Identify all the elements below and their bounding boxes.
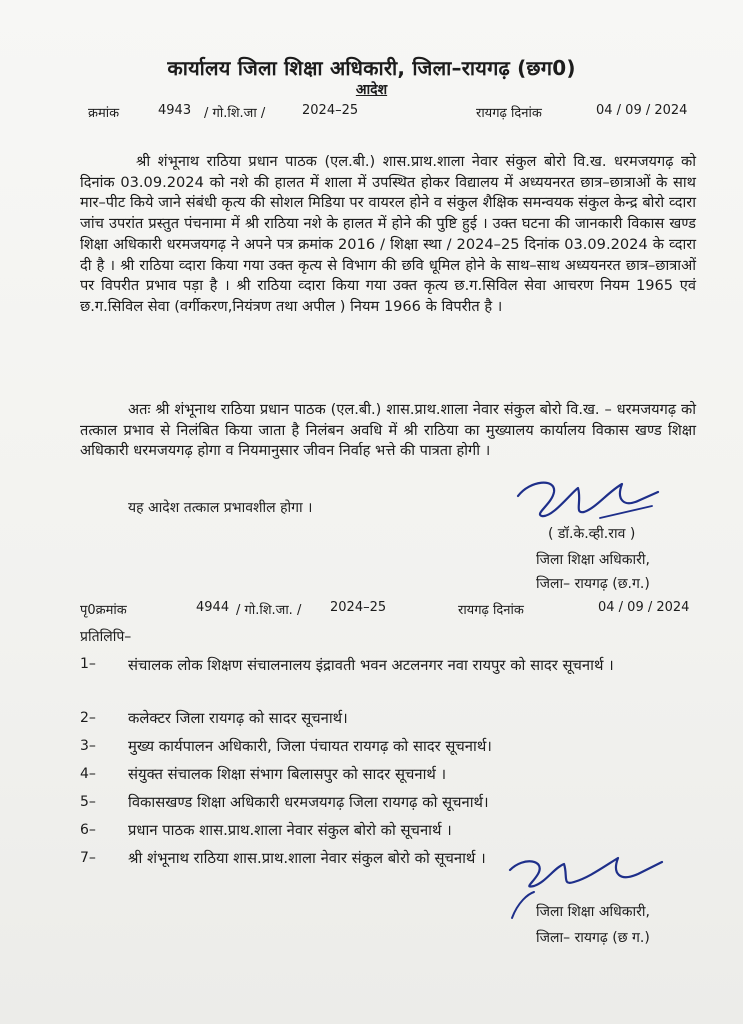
office-title: कार्यालय जिला शिक्षा अधिकारी, जिला–रायगढ़ (छग0) <box>167 56 576 80</box>
copy-item-text: प्रधान पाठक शास.प्राथ.शाला नेवार संकुल बोरो को सूचनार्थ । <box>128 822 452 839</box>
copy-item-number: 7– <box>80 850 96 866</box>
endorsement-code: / गो.शि.जा. / <box>236 603 302 618</box>
paragraph-1 <box>80 152 696 318</box>
copy-item-text: संयुक्त संचालक शिक्षा संभाग बिलासपुर को सादर सूचनार्थ । <box>128 766 447 783</box>
copy-item-text: विकासखण्ड शिक्षा अधिकारी धरमजयगढ़ जिला रायगढ़ को सूचनार्थ। <box>128 794 489 811</box>
copy-item-text: श्री शंभूनाथ राठिया शास.प्राथ.शाला नेवार संकुल बोरो को सूचनार्थ । <box>128 850 486 867</box>
paragraph-2 <box>80 400 696 462</box>
paragraph-1-text: श्री शंभूनाथ राठिया प्रधान पाठक (एल.बी.) शास.प्राथ.शाला नेवार संकुल बोरो वि.ख. धरमजयगढ़ को दिनांक 03.09.2024 को नशे की हालत में शाला में उपस्थित होकर विद्यालय में अध्ययनरत छात्र–छात्राओं के साथ मार–पीट किये जाने संबंधी कृत्य की सोशल मिडिया पर वायरल होने व संकुल शैक्षिक समन्वयक संकुल केन्द्र बोरो व्दारा जांच उपरांत प्रस्तुत पंचनामा में श्री राठिया नशे के हालत में होने की पुष्टि हुई । उक्त घटना की जानकारी विकास खण्ड शिक्षा अधिकारी धरमजयगढ़ ने अपने पत्र क्रमांक 2016 / शिक्षा स्था / 2024–25 दिनांक 03.09.2024 के व्दारा दी है । श्री राठिया व्दारा किया गया उक्त कृत्य से विभाग की छवि धूमिल होने के साथ–साथ अध्ययनरत छात्र–छात्राओं पर विपरीत प्रभाव पड़ा है । श्री राठिया व्दारा किया गया उक्त कृत्य छ.ग.सिविल सेवा आचरण नियम 1965 एवं छ.ग.सिविल सेवा (वर्गीकरण,नियंत्रण तथा अपील ) नियम 1966 के विपरीत है । <box>80 153 696 315</box>
paragraph-2-text: अतः श्री शंभूनाथ राठिया प्रधान पाठक (एल.बी.) शास.प्राथ.शाला नेवार संकुल बोरो वि.ख. – धरमजयगढ़ को तत्काल प्रभाव से निलंबित किया जाता है निलंबन अवधि में श्री राठिया का मुख्यालय कार्यालय विकास खण्ड शिक्षा अधिकारी धरमजयगढ़ होगा व नियमानुसार जीवन निर्वाह भत्ते की पात्रता होगी । <box>80 401 696 460</box>
signatory-designation: जिला शिक्षा अधिकारी, <box>536 552 650 568</box>
copy-item-number: 1– <box>80 656 96 672</box>
order-place-date-label: रायगढ़ दिनांक <box>476 106 542 121</box>
copy-item-number: 6– <box>80 822 96 838</box>
closing-line: यह आदेश तत्काल प्रभावशील होगा । <box>128 500 313 516</box>
copy-item-text: संचालक लोक शिक्षण संचालनालय इंद्रावती भवन अटलनगर नवा रायपुर को सादर सूचनार्थ । <box>128 657 614 674</box>
endorsement-date: 04 / 09 / 2024 <box>598 600 690 615</box>
copy-item-text: मुख्य कार्यपालन अधिकारी, जिला पंचायत रायगढ़ को सादर सूचनार्थ। <box>128 738 492 755</box>
signatory-place: जिला– रायगढ़ (छ.ग.) <box>536 576 650 592</box>
order-number: 4943 <box>158 103 192 118</box>
endorsement-session: 2024–25 <box>330 600 387 615</box>
signatory-name: ( डॉ.के.व्ही.राव ) <box>548 526 636 542</box>
copy-to-heading: प्रतिलिपि– <box>80 629 132 645</box>
copy-item-number: 4– <box>80 766 96 782</box>
order-code: / गो.शि.जा / <box>204 106 266 121</box>
endorsement-number: 4944 <box>196 600 230 615</box>
copy-item-number: 3– <box>80 738 96 754</box>
copy-item-number: 5– <box>80 794 96 810</box>
signatory-2-designation: जिला शिक्षा अधिकारी, <box>536 904 650 920</box>
order-date: 04 / 09 / 2024 <box>596 103 688 118</box>
copy-item-number: 2– <box>80 710 96 726</box>
kramank-label: क्रमांक <box>88 106 120 121</box>
endorsement-kramank-label: पृ0क्रमांक <box>80 603 127 618</box>
order-session: 2024–25 <box>302 103 359 118</box>
endorsement-place-date-label: रायगढ़ दिनांक <box>458 603 524 618</box>
order-heading: आदेश <box>355 82 388 98</box>
copy-item-text: कलेक्टर जिला रायगढ़ को सादर सूचनार्थ। <box>128 710 348 727</box>
signature-1-mark <box>512 474 662 526</box>
signatory-2-place: जिला– रायगढ़ (छ ग.) <box>536 930 650 946</box>
